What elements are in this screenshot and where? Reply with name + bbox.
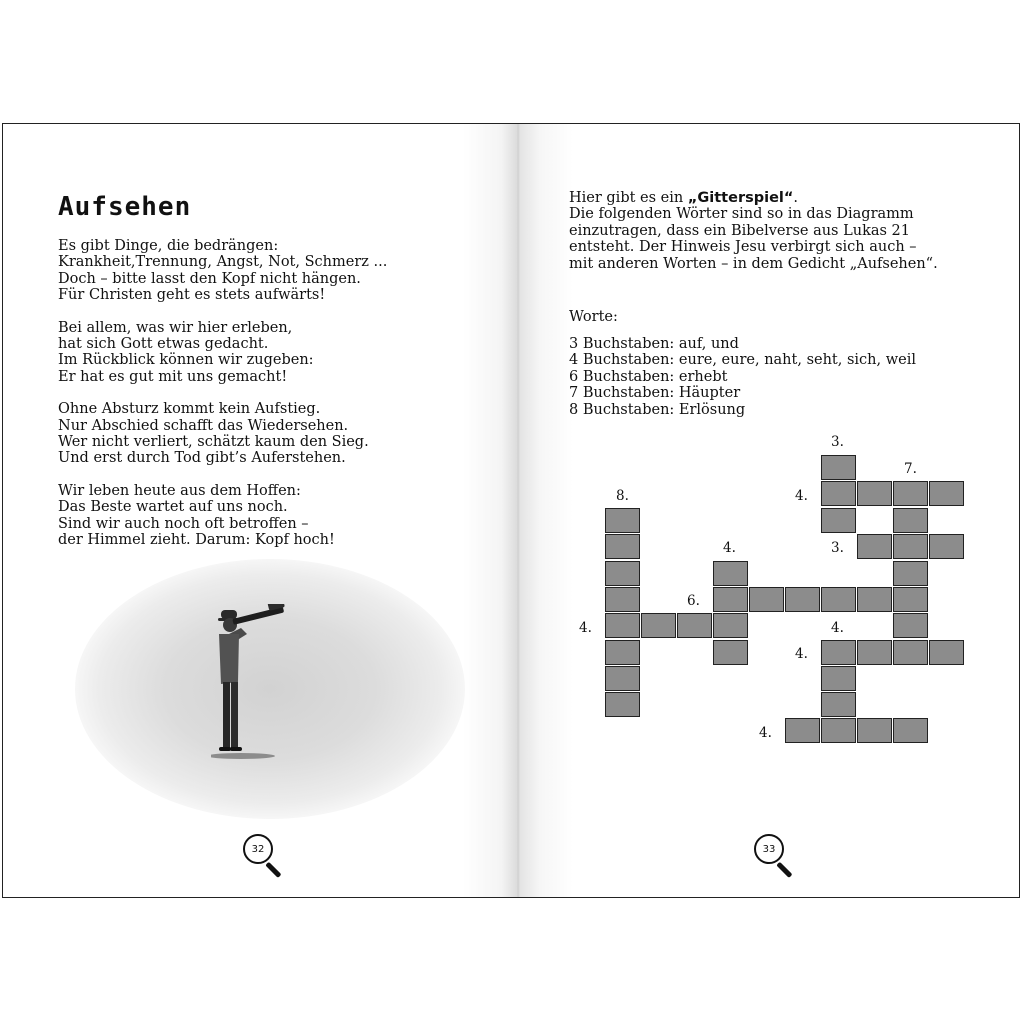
word-list-item: 3 Buchstaben: auf, und [569,336,739,352]
clue-number: 7. [904,461,917,477]
crossword-cell[interactable] [893,508,928,533]
crossword-cell[interactable] [605,561,640,586]
intro-text: . [793,190,799,206]
crossword-cell[interactable] [821,508,856,533]
page-number: 32 [251,843,265,855]
magnifier-icon [754,834,784,864]
crossword-cell[interactable] [713,587,748,612]
poem-line: der Himmel zieht. Darum: Kopf hoch! [58,532,335,549]
crossword-cell[interactable] [605,666,640,691]
intro-bold-term: „Gitterspiel“ [687,190,794,206]
poem-line: Und erst durch Tod gibt’s Auferstehen. [58,450,346,467]
right-page [513,124,1019,897]
crossword-cell[interactable] [929,640,964,665]
crossword-cell[interactable] [929,481,964,506]
poem-stanza [58,238,478,304]
intro-line: einzutragen, dass ein Bibelverse aus Lukas 21 [569,222,911,239]
poem-line: Doch – bitte lasst den Kopf nicht hängen. [58,270,361,287]
poem-stanza [58,320,478,386]
crossword-cell[interactable] [893,587,928,612]
poem-stanza [58,483,478,549]
word-list-heading: Worte: [569,309,618,325]
clue-number: 3. [831,434,844,450]
crossword-cell[interactable] [857,718,892,743]
crossword-cell[interactable] [821,718,856,743]
crossword-cell[interactable] [641,613,676,638]
crossword-cell[interactable] [821,666,856,691]
crossword-cell[interactable] [893,718,928,743]
crossword-cell[interactable] [821,455,856,480]
intro-line [569,190,989,206]
crossword-cell[interactable] [857,587,892,612]
poem-line: Bei allem, was wir hier erleben, [58,319,293,336]
crossword-cell[interactable] [821,481,856,506]
word-list-item: 6 Buchstaben: erhebt [569,368,728,385]
clue-number: 4. [795,646,808,662]
clue-number: 4. [831,620,844,636]
word-list-item: 7 Buchstaben: Häupter [569,385,741,402]
poem-line: Ohne Absturz kommt kein Aufstieg. [58,401,321,418]
clue-number: 4. [579,620,592,636]
crossword-cell[interactable] [605,692,640,717]
clue-number: 4. [795,488,808,504]
poem-line: Er hat es gut mit uns gemacht! [58,368,288,385]
poem-line: Für Christen geht es stets aufwärts! [58,287,326,304]
clue-number: 4. [759,725,772,741]
word-list [569,336,916,418]
crossword-cell[interactable] [785,718,820,743]
magnifier-handle [265,862,281,878]
word-list-item: 4 Buchstaben: eure, eure, naht, seht, sich, weil [569,352,916,369]
intro-line: mit anderen Worten – in dem Gedicht „Aufsehen“. [569,255,938,272]
poem-stanza [58,401,478,467]
crossword-cell[interactable] [821,587,856,612]
poem-line: Im Rückblick können wir zugeben: [58,352,314,369]
intro-line: entsteht. Der Hinweis Jesu verbirgt sich auch – [569,239,917,256]
poem-line: Es gibt Dinge, die bedrängen: [58,238,279,254]
crossword-cell[interactable] [605,508,640,533]
man-with-telescope-illustration [211,604,301,764]
poem-line: hat sich Gott etwas gedacht. [58,336,269,353]
clue-number: 8. [616,488,629,504]
crossword-cell[interactable] [713,561,748,586]
puzzle-intro [569,190,989,272]
crossword-cell[interactable] [605,640,640,665]
magnifier-icon [243,834,273,864]
crossword-cell[interactable] [677,613,712,638]
crossword-cell[interactable] [821,640,856,665]
crossword-cell[interactable] [605,534,640,559]
crossword-cell[interactable] [713,640,748,665]
clue-number: 4. [723,540,736,556]
crossword-cell[interactable] [713,613,748,638]
word-list-item: 8 Buchstaben: Erlösung [569,401,746,418]
page-title: Aufsehen [58,192,192,222]
crossword-cell[interactable] [857,481,892,506]
crossword-cell[interactable] [749,587,784,612]
page-number-badge [754,834,814,884]
poem-line: Krankheit,Trennung, Angst, Not, Schmerz ... [58,254,388,271]
page-number-badge [243,834,303,884]
poem-line: Nur Abschied schafft das Wiedersehen. [58,417,349,434]
crossword-cell[interactable] [893,640,928,665]
crossword-cell[interactable] [605,587,640,612]
page-number: 33 [762,843,776,855]
crossword-cell[interactable] [785,587,820,612]
crossword-cell[interactable] [893,481,928,506]
clue-number: 6. [687,593,700,609]
crossword-cell[interactable] [893,534,928,559]
intro-text: Hier gibt es ein [569,190,688,206]
magnifier-handle [776,862,792,878]
intro-line: Die folgenden Wörter sind so in das Diagramm [569,206,914,223]
crossword-cell[interactable] [857,534,892,559]
poem [58,238,478,565]
crossword-cell[interactable] [929,534,964,559]
clue-number: 3. [831,540,844,556]
crossword-cell[interactable] [893,613,928,638]
poem-line: Das Beste wartet auf uns noch. [58,499,288,516]
crossword-cell[interactable] [857,640,892,665]
poem-line: Wir leben heute aus dem Hoffen: [58,482,301,499]
left-page [3,124,511,897]
crossword-cell[interactable] [893,561,928,586]
crossword-cell[interactable] [605,613,640,638]
poem-line: Sind wir auch noch oft betroffen – [58,515,309,532]
crossword-cell[interactable] [821,692,856,717]
book-spread [2,123,1020,898]
poem-line: Wer nicht verliert, schätzt kaum den Sieg. [58,434,369,451]
